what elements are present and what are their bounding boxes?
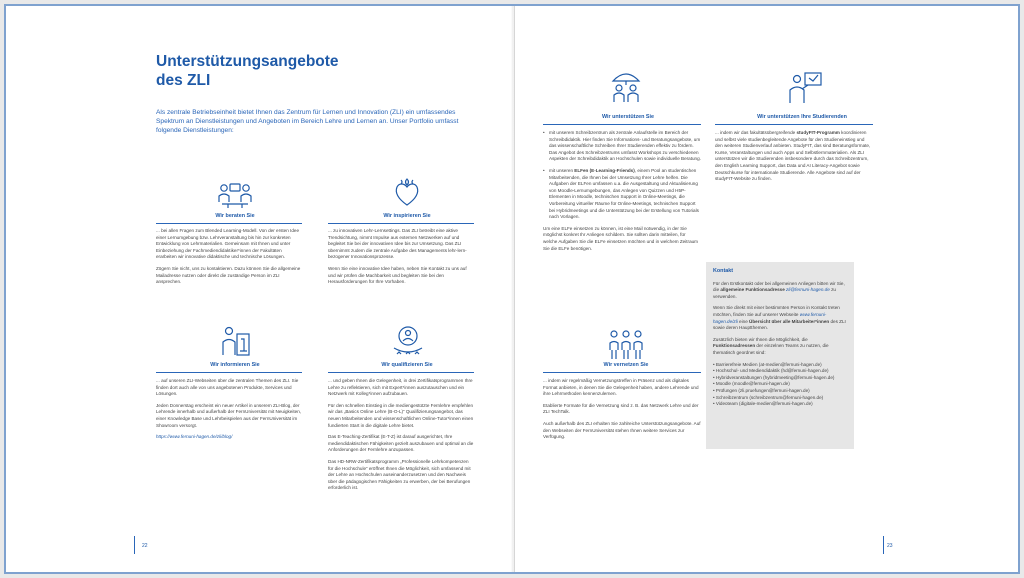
section-rule [328, 223, 474, 224]
section-rule [156, 223, 302, 224]
zli-email-link[interactable]: zli@fernuni-hagen.de [786, 287, 830, 293]
network-people-icon [607, 328, 645, 362]
section-rule [543, 372, 701, 373]
contact-box: Kontakt Für den Erstkontakt oder bei allgemeinen Anliegen bitten wir Sie, die allgemeine Funktionsadresse zli@fernuni-hagen.de zu verwenden. Wenn Sie direkt mit einer bestimmten Person in Kontakt treten möchten, finden Sie auf unserer Webseite www.fernuni-hagen.de/zli eine Übersicht über alle Mitarbeiter*innen des ZLI sowie deren Hauptthemen. Zusätzlich bieten wir Ihnen die Möglichkeit, die Funktionsadressen der einzelnen Teams zu nutzen, die thematisch geordnet sind: • Barrierefreie Medien (at-medien@fernuni-hagen.de) • Hochschul- und Mediendidaktik (hd@fernuni-hagen.de) • Hybridveranstaltungen (hybridmeeting@fernuni-hagen.de) • Moodle (moodle@fernuni-hagen.de) • Prüfungen (zli.pruefungen@fernuni-hagen.de) • Schreibzentrum (schreibzentrum@fernuni-hagen.de) • Videoteam (digitale-medien@fernuni-hagen.de) [706, 262, 854, 449]
section-text-studierende: ... indem wir das fakultätsübergreifende studyFIT-Programm koordinieren und selbst viele studienbegleitende Angebote für den Studieneinstieg und den weiteren Studienverlauf anbieten. StudyFIT, das sind Beratungsformate, Kurse, Veranstaltungen und auch Apps und Selbstlernmaterialien. Als ZLI unterstützen wir die Studierenden insbesondere durch das Schreibzentrum, den English Learning Support, das Data und AI Literacy-Angebot sowie Deutschkurse für internationale Studierende. Alle Angebote sind auf der studyFIT-Website zu finden. [715, 130, 871, 182]
award-person-icon [391, 324, 425, 358]
heart-flame-icon [392, 176, 422, 208]
umbrella-person-icon [609, 68, 643, 106]
list-item: • Hybridveranstaltungen (hybridmeeting@fernuni-hagen.de) [713, 375, 847, 382]
blog-link[interactable]: https://www.fernuni-hagen.de/zli/blog/ [156, 434, 233, 440]
team-address-list [713, 362, 847, 408]
list-item: • Schreibzentrum (schreibzentrum@fernuni-hagen.de) [713, 395, 847, 402]
page-number-left: 22 [142, 543, 148, 549]
section-text-inspirieren: ... zu innovativen Lehr-Lernsettings. Das ZLI betreibt eine aktive Trendsichtung, nimmt Impulse aus externen Netzwerken auf und begleitet Sie bei der innovativen Idee bis zur Umsetzung. Das ZLI übernimmt zudem die zentrale Aufgabe des Managements lehr-lern-bezogener Innovationsprozesse. Wenn Sie eine innovative Idee haben, neben Sie Kontakt zu uns auf und wir prüfen die Machbarkeit und begleiten Sie bei den Herausforderungen für Ihre Vorhaben. [328, 228, 467, 285]
section-text-informieren: ... auf unseren ZLI-Webseiten über die zentralen Themen des ZLI. Sie finden dort auch alle von uns angebotenen Produkte, Services und Lösungen. Jeden Donnerstag erscheint ein neuer Artikel in unserem ZLI-Blog, der Lehrende innerhalb und außerhalb der FernUniversität mit Neuigkeiten, einer Knowledge Base und Lehrbeispielen aus der FernUniversität im Showroom versorgt. https://www.fernuni-hagen.de/zli/blog/ [156, 378, 302, 440]
section-text-unterstuetzen: • mit unserem Schreibzentrum als zentrale Anlaufstelle im Bereich der Schreibdidaktik. Hier finden Sie Informations- und Beratungsangebote, um das wissenschaftliche Schreiben Ihrer Studierenden effektiv zu fördern. Das Angebot des Schreibzentrums umfasst Workshops zu verschiedenen Aspekten der Schreibdidaktik an Hochschulen sowie individuelle Beratung. • mit unseren ELFen (E-Learning-Friends), einem Pool an studentischen Mitarbeitenden, die Ihnen bei der Umsetzung Ihrer Lehre helfen. Die Aufgaben der ELFen umfassen u.a. die Ausgestaltung und Aktualisierung von Moodle-Lernumgebungen, das Anlegen von Quizzen und H5P-Elementen in Moodle, technischen Support in Online-Meetings, die Vorbereitung virtueller Räume für Online-Meetings, technischen Support bei Hybridmeetings und die Unterstützung bei der Erstellung von Tutorials nach Vorlagen. Um eine ELFe einsetzen zu können, ist eine Mail notwendig, in der Sie möglichst konkret Ihr Anliegen schildern. Sie sollten darin mitteilen, für welche Aufgaben Sie die ELFe einsetzen möchten und in welchem Zeitraum Sie die ELFe benötigen. [543, 130, 701, 257]
section-rule [328, 372, 474, 373]
list-item: • Moodle (moodle@fernuni-hagen.de) [713, 381, 847, 388]
page-number-bar [883, 536, 884, 554]
student-presenting-icon [785, 70, 825, 106]
document-spread [4, 4, 1020, 574]
section-text-qualifizieren: ... und geben Ihnen die Gelegenheit, in drei Zertifikatsprogrammen Ihre Lehre zu reflektieren, sich mit Expert*innen auszutauschen und ein Netzwerk mit Kolleg*innen aufzubauen. Für den schnellen Einstieg in die mediengestützte Fernlehre empfehlen wir das „Basics Online Lehre (B-O-L)“ Qualifizierungsangebot, das neuen Mitarbeitenden und wissenschaftlichen Online-Tutor*innen einen fundierten Start in die digitale Lehre bietet. Das E-Teaching-Zertifikat (E-T-Z) ist darauf ausgerichtet, Ihre mediendidaktischen Fähigkeiten gezielt auszubauen und optimal an die Anforderungen der Fernlehre anzupassen. Das HD-NRW-Zertifikatsprogramm „Professionelle Lehrkompetenzen für die Hochschule“ eröffnet Ihnen die Möglichkeit, sich umfassend mit der Lehre an Hochschulen auseinanderzusetzen und den Nachweis über die pädagogischen Fähigkeiten zu erwerben, der bei Berufungen erforderlich ist. [328, 378, 474, 491]
section-heading-unterstuetzen: Wir unterstützen Sie [601, 114, 655, 120]
section-heading-informieren: Wir informieren Sie [210, 362, 260, 368]
section-text-vernetzen: ... indem wir regelmäßig Vernetzungstreffen in Präsenz und als digitales Format anbieten, in denen Sie die Gelegenheit haben, andere Lehrende und ihre Lehrmethoden kennenzulernen. Etablierte Formate für die Vernetzung sind z. B. das Netzwerk Lehre und der ZLI TechTalk. Auch außerhalb des ZLI erhalten Sie zahlreiche Unterstützungsangebote. Auf den Webseiten der FernUniversität stehen Ihnen weitere Services zur Verfügung. [543, 378, 701, 440]
list-item: • Videoteam (digitale-medien@fernuni-hagen.de) [713, 401, 847, 408]
section-heading-studierende: Wir unterstützen Ihre Studierenden [757, 114, 847, 120]
section-rule [715, 124, 873, 125]
section-rule [156, 372, 302, 373]
section-heading-qualifizieren: Wir qualifizieren Sie [381, 362, 433, 368]
section-heading-inspirieren: Wir inspirieren Sie [383, 213, 431, 219]
info-person-icon [220, 324, 254, 358]
section-rule [543, 124, 701, 125]
left-page [6, 6, 512, 572]
page-number-bar [134, 536, 135, 554]
intro-text: Als zentrale Betriebseinheit bietet Ihnen das Zentrum für Lernen und Innovation (ZLI) ein umfassendes Spektrum an Dienstleistungen und Angeboten im Bereich Lehre und Lernen an. Unser Portfolio umfasst folgende Dienstleistungen: [156, 109, 459, 134]
section-heading-vernetzen: Wir vernetzen Sie [603, 362, 649, 368]
consulting-icon [216, 180, 254, 210]
list-item: • Prüfungen (zli.pruefungen@fernuni-hagen.de) [713, 388, 847, 395]
list-item: • Hochschul- und Mediendidaktik (hd@fernuni-hagen.de) [713, 368, 847, 375]
contact-heading: Kontakt [713, 268, 734, 274]
zli-website-link[interactable]: www.fernuni-hagen.de/zli [713, 311, 827, 324]
page-number-right: 23 [887, 543, 893, 549]
section-text-beraten: ... bei allen Fragen zum Blended Learning-Modell. Von der ersten Idee einer Lernumgebung bzw. Lehrveranstaltung bis hin zur konkreten Entwicklung von Lehrmaterialien. Gemeinsam mit Ihnen und unter Einbeziehung der Fachmediendidaktiker*innen der Fakultäten erarbeiten wir innovative didaktische und technische Lösungen. Zögern Sie nicht, uns zu kontaktieren. Dazu können Sie die allgemeine Mailadresse nutzen oder direkt die zuständige Person im ZLI ansprechen. [156, 228, 301, 285]
page-title: Unterstützungsangebote des ZLI [156, 53, 339, 89]
section-heading-beraten: Wir beraten Sie [215, 213, 255, 219]
list-item: • Barrierefreie Medien (at-medien@fernuni-hagen.de) [713, 362, 847, 369]
